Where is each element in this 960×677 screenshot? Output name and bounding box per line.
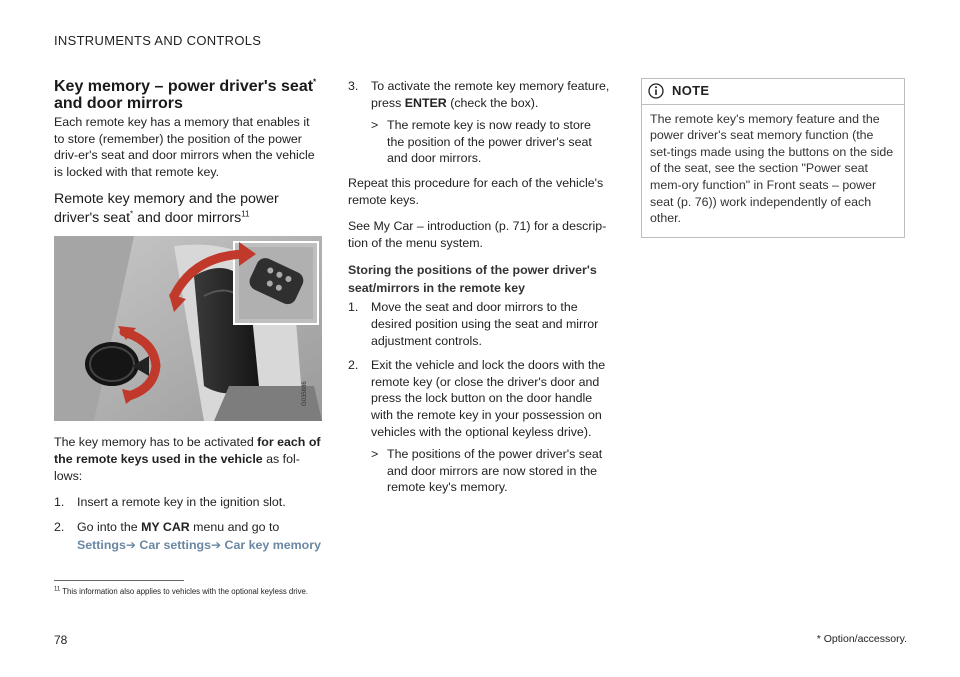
running-header: INSTRUMENTS AND CONTROLS [54,33,262,48]
activation-steps-continued [348,78,610,167]
step-result: > The positions of the power driver's seat and door mirrors are now stored in the remote key's memory. [371,447,603,495]
activation-steps [54,494,322,554]
note-text: The remote key's memory feature and the power driver's seat memory function (the set-tings made using the buttons on the side of the seat, see the section "Power seat mem-ory function" in Front seats – power seat (p. 76)) work independently of each other. [650,111,894,226]
column-middle [348,78,610,504]
activation-paragraph: The key memory has to be activated for each of the remote keys used in the vehicle as fol-lows: [54,435,321,483]
list-item: 1. Move the seat and door mirrors to the desired position using the seat and mirror adjustment controls. [348,300,599,348]
list-item: 2. Exit the vehicle and lock the doors with the remote key (or close the driver's door and press the lock button on the door handle with the remote key in your possession on vehicles with the optional keyless drive). > The positions of the power driver's seat and door mirrors are now stored in the remote key's memory. [348,357,610,496]
menu-path: Settings➔ Car settings➔ Car key memory [77,538,321,553]
car-interior-image [54,236,322,421]
arrow-right-icon: ➔ [125,538,136,553]
column-left [54,78,322,562]
note-title: NOTE [672,83,710,98]
page-number: 78 [54,633,68,647]
section-heading: Remote key memory and the power driver's seat* and door mirrors$^{11}$ [54,191,279,227]
footnote: $^{11}$ This information also applies to vehicles with the optional keyless drive. [54,586,308,596]
list-item: 1. Insert a remote key in the ignition slot. [54,495,286,510]
footnote-divider [54,580,184,581]
seat-mirror-illustration [54,236,322,421]
info-icon [648,83,664,99]
storing-steps [348,299,610,496]
option-accessory-note: * Option/accessory. [816,633,907,645]
step-result: > The remote key is now ready to store the position of the power driver's seat and door mirrors. [371,118,592,166]
column-right [641,78,905,238]
list-item: 3. To activate the remote key memory feature, press ENTER (check the box). > The remote key is now ready to store the position of the power driver's seat and door mirrors. [348,79,610,166]
see-also-paragraph: See My Car – introduction (p. 71) for a descrip-tion of the menu system. [348,219,607,250]
intro-paragraph: Each remote key has a memory that enables it to store (remember) the position of the power driv-er's seat and door mirrors when the vehicle is locked with that remote key. [54,115,315,179]
list-item: 2. Go into the MY CAR menu and go to Settings➔ Car settings➔ Car key memory [54,519,321,553]
storing-heading: Storing the positions of the power driver's seat/mirrors in the remote key [348,263,597,296]
arrow-right-icon: ➔ [211,538,222,553]
page-title: Key memory – power driver's seat* and door mirrors [54,77,317,112]
repeat-paragraph: Repeat this procedure for each of the vehicle's remote keys. [348,175,604,207]
figure-code: G035886 [302,381,308,407]
note-header [642,79,904,105]
note-box [641,78,905,238]
